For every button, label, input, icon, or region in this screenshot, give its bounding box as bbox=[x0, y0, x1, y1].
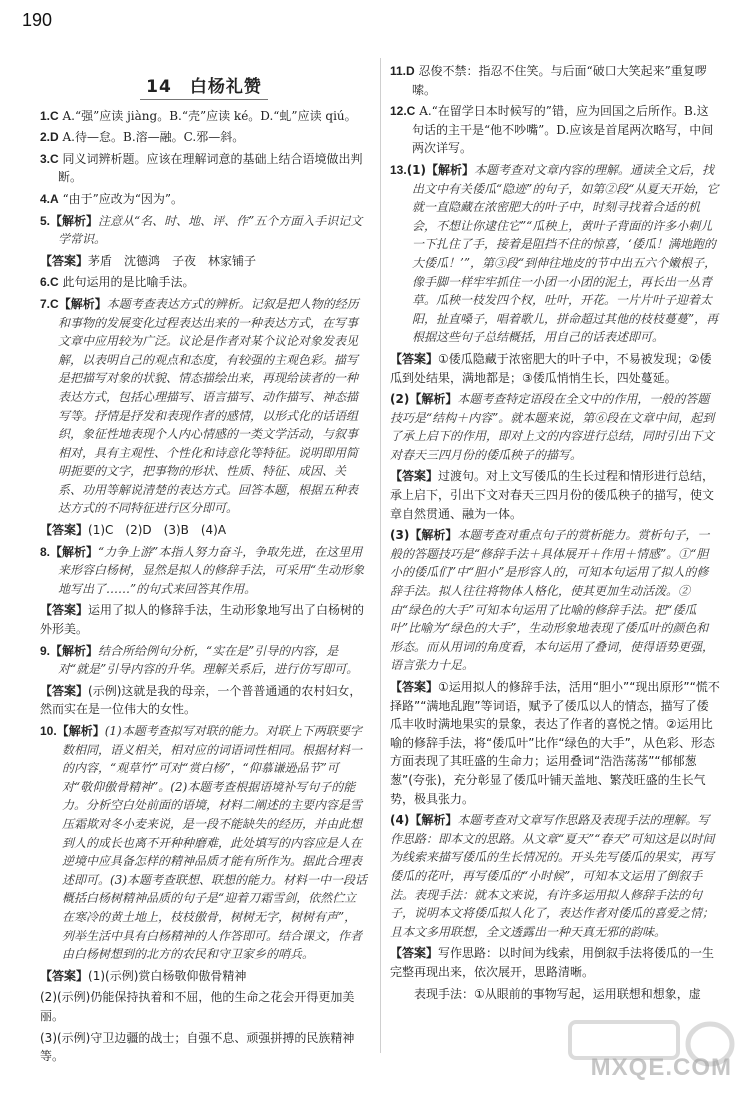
answer-item: 11.D 忍俊不禁：指忍不住笑。与后面“破口大笑起来”重复啰嗦。 bbox=[390, 64, 707, 97]
answer-item: 13.(1)【解析】本题考查对文章内容的理解。通读全文后，找出文中有关倭瓜“隐迹”的句子，如第②段“从夏天开始，它就一直隐藏在浓密肥大的叶子中，时刻寻找着合适的机会，不想让你逮住它”“瓜秧上，黄叶子背面的许多小刺儿一下扎住了手，接着是阻挡不住的惊喜，‘倭瓜！满地跑的大倭瓜！’”，第③段“到伸往地皮的节中出五六个嫩根子，像手脚一样牢牢抓住一小团一小团的泥土，再长出一丛青草。瓜秧一枝发四个杈，吐叶，开花。一片片叶子迎着太阳，扯直嗓子，唱着歌儿，拼命超过其他的枝枝蔓蔓”，再根据这些句子总结概括，用自己的话表述即可。 bbox=[390, 162, 719, 345]
answer-key: 【答案】①倭瓜隐藏于浓密肥大的叶子中，不易被发现；②倭瓜到处结果，满地都是；③倭瓜悄悄生长，四处蔓延。 bbox=[390, 351, 712, 385]
answer-text: (3)(示例)守卫边疆的战士；自强不息、顽强拼搏的民族精神等。 bbox=[40, 1030, 355, 1064]
answer-key: 【答案】过渡句。对上文写倭瓜的生长过程和情形进行总结，承上启下，引出下文对春天三四月份的倭瓜秧子的描写，使文章自然贯通、融为一体。 bbox=[390, 469, 715, 521]
left-column bbox=[40, 58, 368, 1069]
answer-item: 5.【解析】注意从“名、时、地、评、作”五个方面入手识记文学常识。 bbox=[40, 213, 363, 247]
answer-key: 【答案】①运用拟人的修辞手法，活用“胆小”“现出原形”“慌不择路”“满地乱跑”等词语，赋予了倭瓜以人的情态，描写了倭瓜丰收时满地果实的景象，表达了作者的喜悦之情。②运用比喻的修辞手法，将“倭瓜叶”比作“绿色的大手”，从色彩、形态方面表现了其旺盛的生命力；运用叠词“浩浩荡荡”“郁郁葱葱”(夸张)，充分彰显了倭瓜叶铺天盖地、繁茂旺盛的生长气势，极具张力。 bbox=[390, 680, 720, 806]
answer-item: 10.【解析】(1)本题考查拟写对联的能力。对联上下两联要字数相同，语义相关，相对应的词语词性相同。根据材料一的内容，“观草竹”可对“赏白杨”，“仰慕谦逊品节”可对“敬仰傲骨精神”。(2)本题考查根据语境补写句子的能力。分析空白处前面的语境，材料二阐述的主要内容是雪压霜欺对冬小麦来说，是一段不能缺失的经历，并由此想到人的成长也离不开种种磨难，此处填写的内容应是人在逆境中应具备怎样的精神品质才能有所作为。据此合理表述即可。(3)本题考查联想、联想的能力。材料一中一段话概括白杨树精神品质的句子是“迎着刀霜雪剑，依然伫立在寒冷的黄土地上，枝枝傲骨，树树无字，树树有声”，列举生活中具有白杨精神的人作答即可。结合课文，作者由白杨树想到的北方的农民和守卫家乡的哨兵。 bbox=[40, 724, 368, 962]
answer-item: 9.【解析】结合所给例句分析，“实在是”引导的内容，是对“就是”引导内容的升华。理解关系后，进行仿写即可。 bbox=[40, 643, 359, 677]
answer-key: 【答案】茅盾 沈德鸿 子夜 林家铺子 bbox=[40, 253, 257, 268]
answer-key: 【答案】(示例)这就是我的母亲，一个普普通通的农村妇女，然而实在是一位伟大的女性。 bbox=[40, 683, 362, 717]
analysis: (2)【解析】本题考查特定语段在全文中的作用，一般的答题技巧是“结构＋内容”。就本题来说，第⑥段在文章中间，起到了承上启下的作用，即对上文的内容进行总结，同时引出下文对春天三四月份的倭瓜秧子的描写。 bbox=[390, 392, 715, 462]
answer-item: 2.D A.待—怠。B.溶—融。C.邪—斜。 bbox=[40, 130, 245, 145]
watermark-text: MXQE.COM bbox=[590, 1054, 732, 1081]
answer-item: 6.C 此句运用的是比喻手法。 bbox=[40, 275, 195, 290]
answer-key: 【答案】(1)C (2)D (3)B (4)A bbox=[40, 523, 227, 538]
answer-text: 表现手法：①从眼前的事物写起，运用联想和想象，虚 bbox=[414, 986, 701, 1001]
lesson-title: 14 白杨礼赞 bbox=[40, 78, 368, 97]
answer-item: 3.C 同义词辨析题。应该在理解词意的基础上结合语境做出判断。 bbox=[40, 151, 363, 185]
analysis: (4)【解析】本题考查对文章写作思路及表现手法的理解。写作思路：即本文的思路。从文章“夏天”“春天”可知这是以时间为线索来描写倭瓜的生长情况的。开头先写倭瓜的果实，再写倭瓜的花叶，再写倭瓜的“小时候”，可知本文运用了倒叙手法。表现手法：就本文来说，有许多运用拟人修辞手法的句子，说明本文将倭瓜拟人化了，表达作者对倭瓜的喜爱之情；且本文多用联想，全文透露出一种天真无邪的韵味。 bbox=[390, 813, 715, 939]
column-divider bbox=[380, 58, 381, 1053]
answer-item: 7.C【解析】本题考查表达方式的辨析。记叙是把人物的经历和事物的发展变化过程表达出来的一种表达方式，在写事文章中应用较为广泛。议论是作者对某个议论对象发表见解，以表明自己的观点和态度，有较强的主观色彩。描写是把描写对象的状貌、情态描绘出来，再现给读者的一种表达方式，包括心理描写、语言描写、动作描写、神态描写等。抒情是抒发和表现作者的感情，以形式化的话语组织，象征性地表现个人内心情感的一类文学活动，与叙事相对，具有主观性、个性化和诗意化等特征。说明即用简明扼要的文字，把事物的形状、性质、特征、成因、关系、功用等解说清楚的表达方式。回答本题，根据五种表达方式的不同特征进行区分即可。 bbox=[40, 296, 359, 516]
answer-key: 【答案】写作思路：以时间为线索，用倒叙手法将倭瓜的一生完整再现出来，依次展开，思路清晰。 bbox=[390, 946, 715, 979]
page-number: 190 bbox=[22, 10, 53, 30]
answer-key: 【答案】(1)(示例)赏白杨敬仰傲骨精神 bbox=[40, 968, 247, 983]
right-column bbox=[390, 62, 720, 1006]
answer-item: 8.【解析】“力争上游”本指人努力奋斗，争取先进，在这里用来形容白杨树，显然是拟人的修辞手法，可采用“生动形象地写出了……”的句式来回答其作用。 bbox=[40, 544, 365, 596]
answer-item: 1.C A.“强”应读 jiàng。B.“壳”应读 ké。D.“虬”应读 qiú。 bbox=[40, 108, 357, 123]
answer-item: 12.C A.“在留学日本时候写的”错，应为回国之后所作。B.这句话的主干是“他不吵嘴”。D.应该是首尾两次略写，中间两次详写。 bbox=[390, 104, 714, 156]
analysis: (3)【解析】本题考查对重点句子的赏析能力。赏析句子，一般的答题技巧是“修辞手法＋具体展开＋作用＋情感”。①“胆小的倭瓜们”中“胆小”是形容人的，可知本句运用了拟人的修辞手法。拟人往往将物体人格化，使其更加生动活泼。②由“绿色的大手”可知本句运用了比喻的修辞手法。把“倭瓜叶”比喻为“绿色的大手”，生动形象地表现了倭瓜叶的颜色和形态。而从用词的角度看，本句运用了叠词，使得语势更强，语言张力十足。 bbox=[390, 528, 715, 673]
answer-item: 4.A “由于”应改为“因为”。 bbox=[40, 191, 184, 206]
answer-text: (2)(示例)仍能保持执着和不屈，他的生命之花会开得更加美丽。 bbox=[40, 990, 355, 1023]
answer-key: 【答案】运用了拟人的修辞手法，生动形象地写出了白杨树的外形美。 bbox=[40, 603, 365, 637]
